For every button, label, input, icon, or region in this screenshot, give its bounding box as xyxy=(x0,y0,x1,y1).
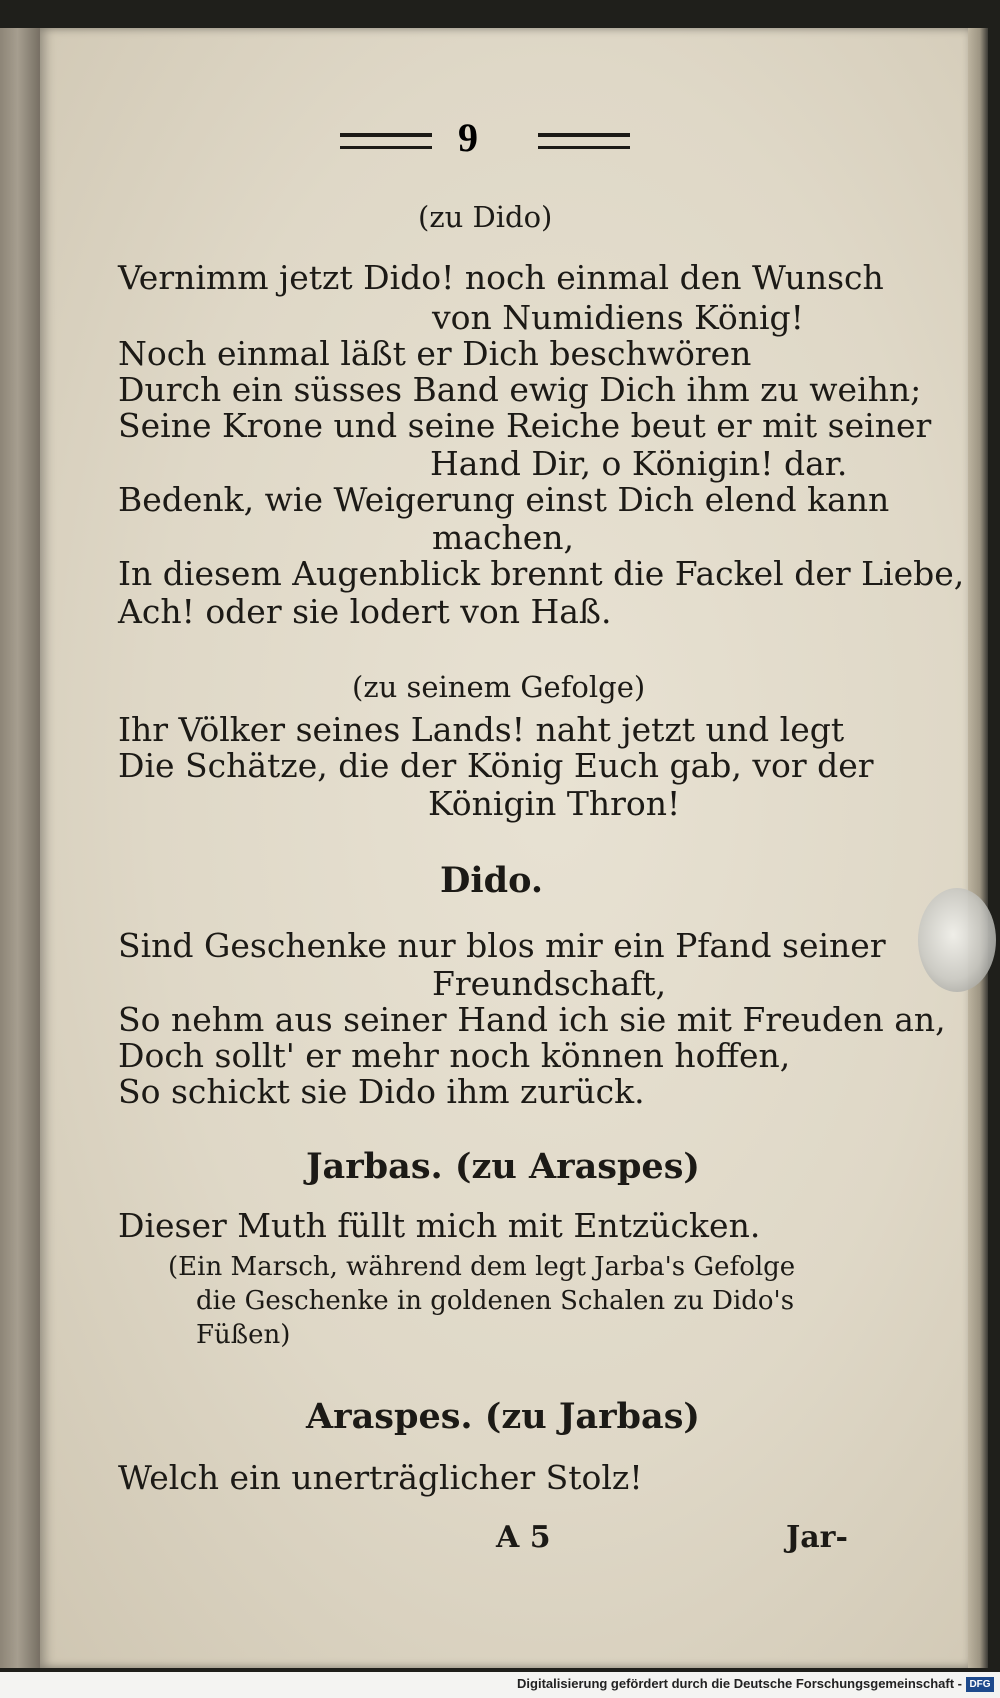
stage-cue: (zu Dido) xyxy=(418,200,553,234)
speaker-name: Dido. xyxy=(440,860,544,901)
header-rule-right xyxy=(538,133,630,149)
verse-line: Seine Krone und seine Reiche beut er mit seiner xyxy=(118,406,932,445)
verse-line: Ach! oder sie lodert von Haß. xyxy=(118,592,612,631)
verse-line: Doch sollt' er mehr noch können hoffen, xyxy=(118,1036,791,1075)
verse-line: Freundschaft, xyxy=(432,964,667,1003)
stage-direction: die Geschenke in goldenen Schalen zu Dido's xyxy=(196,1286,795,1316)
speaker-name: Araspes. (zu Jarbas) xyxy=(306,1396,700,1437)
verse-line: Königin Thron! xyxy=(428,784,681,823)
verse-line: Sind Geschenke nur blos mir ein Pfand seiner xyxy=(118,926,886,965)
dfg-logo-icon: DFG xyxy=(966,1677,994,1692)
credit-bar xyxy=(0,1672,1000,1698)
verse-line: Bedenk, wie Weigerung einst Dich elend kann xyxy=(118,480,890,519)
signature-mark: A 5 xyxy=(496,1520,551,1555)
book-spine-edge xyxy=(0,28,44,1668)
verse-line: So schickt sie Dido ihm zurück. xyxy=(118,1072,645,1111)
verse-line: Hand Dir, o Königin! dar. xyxy=(430,444,848,483)
verse-line: machen, xyxy=(432,518,574,557)
stage-direction: (Ein Marsch, während dem legt Jarba's Gefolge xyxy=(168,1252,796,1282)
catchword: Jar- xyxy=(786,1520,848,1555)
page-number: 9 xyxy=(458,115,478,160)
stage-direction: Füßen) xyxy=(196,1320,291,1350)
verse-line: Noch einmal läßt er Dich beschwören xyxy=(118,334,752,373)
verse-line: Welch ein unerträglicher Stolz! xyxy=(118,1458,643,1497)
verse-line: So nehm aus seiner Hand ich sie mit Freuden an, xyxy=(118,1000,946,1039)
page-header xyxy=(340,115,630,170)
funding-credit: Digitalisierung gefördert durch die Deutsche Forschungsgemeinschaft - xyxy=(517,1676,962,1691)
stage-cue: (zu seinem Gefolge) xyxy=(352,670,646,704)
page-fore-edge xyxy=(968,28,988,1668)
header-rule-left xyxy=(340,133,432,149)
speaker-name: Jarbas. (zu Araspes) xyxy=(306,1146,700,1187)
verse-line: Durch ein süsses Band ewig Dich ihm zu weihn; xyxy=(118,370,922,409)
verse-line: Vernimm jetzt Dido! noch einmal den Wunsch xyxy=(118,258,884,297)
verse-line: Ihr Völker seines Lands! naht jetzt und legt xyxy=(118,710,845,749)
verse-line: Dieser Muth füllt mich mit Entzücken. xyxy=(118,1206,761,1245)
verse-line: von Numidiens König! xyxy=(432,298,804,337)
verse-line: Die Schätze, die der König Euch gab, vor der xyxy=(118,746,874,785)
glass-page-holder xyxy=(918,888,996,992)
verse-line: In diesem Augenblick brennt die Fackel der Liebe, xyxy=(118,554,965,593)
